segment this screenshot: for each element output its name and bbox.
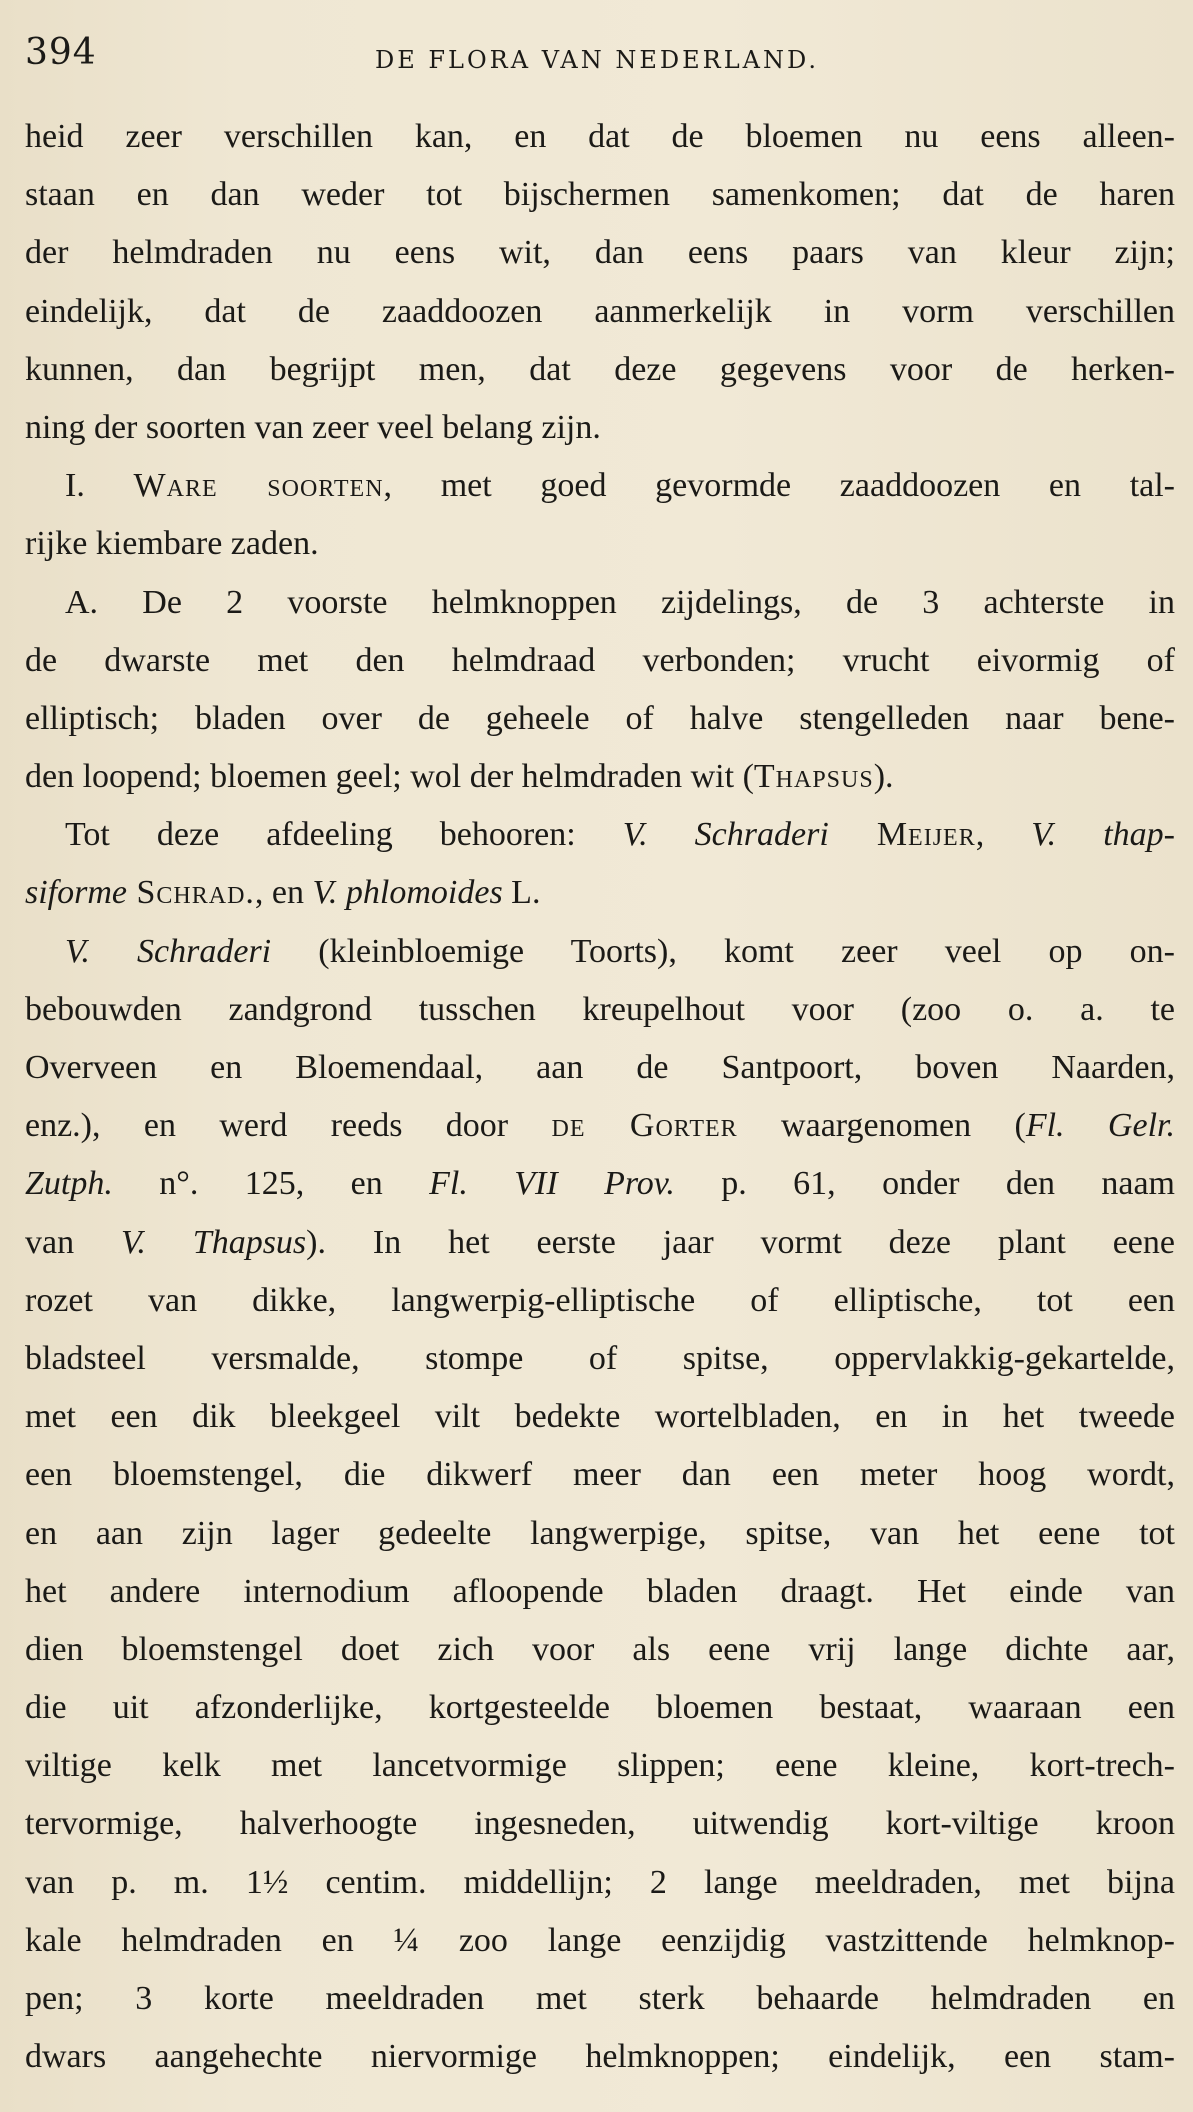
text-line: de dwarste met den helmdraad verbonden; vrucht eivormig of xyxy=(25,641,1175,679)
text-run: L. xyxy=(502,874,541,912)
small-caps-run: de Gorter xyxy=(551,1107,738,1145)
small-caps-run: Meijer xyxy=(828,816,976,854)
text-line: ning der soorten van zeer veel belang zijn. xyxy=(25,408,601,446)
text-run: p. 61, onder den naam xyxy=(674,1165,1175,1203)
italic-run: siforme xyxy=(25,874,127,912)
italic-run: V. thap- xyxy=(1031,816,1175,854)
italic-run: V. Schraderi xyxy=(622,816,829,854)
text-line xyxy=(25,923,1175,981)
text-run: , en xyxy=(254,874,313,912)
text-line: eindelijk, dat de zaaddoozen aanmerkelijk in vorm verschillen xyxy=(25,292,1175,330)
text-run: I. xyxy=(65,467,134,505)
italic-run: V. Schraderi xyxy=(65,932,272,970)
text-line: der helmdraden nu eens wit, dan eens paars van kleur zijn; xyxy=(25,234,1175,272)
text-line: rozet van dikke, langwerpig-elliptische of elliptische, tot een xyxy=(25,1281,1175,1319)
text-run: den loopend; bloemen geel; wol der helmdraden wit ( xyxy=(25,758,754,796)
text-line: heid zeer verschillen kan, en dat de bloemen nu eens alleen- xyxy=(25,118,1175,155)
text-run: enz.), en werd reeds door xyxy=(25,1107,552,1145)
text-line: het andere internodium afloopende bladen draagt. Het einde van xyxy=(25,1572,1175,1610)
italic-run: V. phlomoides xyxy=(312,874,503,912)
text-line: pen; 3 korte meeldraden met sterk behaarde helmdraden en xyxy=(25,1980,1175,2017)
text-run: ). xyxy=(873,758,894,796)
text-line xyxy=(25,457,1175,515)
running-title: DE FLORA VAN NEDERLAND. xyxy=(375,46,819,74)
text-run: waargenomen ( xyxy=(737,1107,1026,1145)
text-line: kunnen, dan begrijpt men, dat deze gegevens voor de herken- xyxy=(25,350,1175,388)
small-caps-run: Thapsus xyxy=(753,758,874,796)
text-line: met een dik bleekgeel vilt bedekte wortelbladen, en in het tweede xyxy=(25,1398,1175,1436)
text-line xyxy=(25,1155,1175,1213)
text-line: Overveen en Bloemendaal, aan de Santpoort, boven Naarden, xyxy=(25,1049,1175,1086)
text-line: elliptisch; bladen over de geheele of halve stengelleden naar bene- xyxy=(25,699,1175,737)
text-line: bladsteel versmalde, stompe of spitse, oppervlakkig-gekartelde, xyxy=(25,1339,1175,1377)
text-line: A. De 2 voorste helmknoppen zijdelings, de 3 achterste in xyxy=(65,583,1175,621)
page-header xyxy=(25,22,1175,82)
text-run: n°. 125, en xyxy=(112,1165,430,1203)
text-line: staan en dan weder tot bijschermen samenkomen; dat de haren xyxy=(25,176,1175,214)
text-run: , met goed gevormde zaaddoozen en tal- xyxy=(383,467,1176,505)
text-line: en aan zijn lager gedeelte langwerpige, spitse, van het eene tot xyxy=(25,1514,1175,1552)
text-line: dwars aangehechte niervormige helmknoppen; eindelijk, een stam- xyxy=(25,2038,1175,2076)
text-line: die uit afzonderlijke, kortgesteelde bloemen bestaat, waaraan een xyxy=(25,1689,1175,1727)
body-text xyxy=(25,108,1175,2086)
italic-run: V. Thapsus xyxy=(121,1223,307,1261)
text-line xyxy=(25,864,1175,922)
small-caps-run: Schrad. xyxy=(127,874,255,912)
text-line: bebouwden zandgrond tusschen kreupelhout voor (zoo o. a. te xyxy=(25,990,1175,1028)
text-line: dien bloemstengel doet zich voor als eene vrij lange dichte aar, xyxy=(25,1630,1175,1668)
text-line: rijke kiembare zaden. xyxy=(25,525,319,563)
text-run: (kleinbloemige Toorts), komt zeer veel op on- xyxy=(271,932,1175,970)
italic-run: Fl. Gelr. xyxy=(1025,1107,1175,1145)
text-line: van p. m. 1½ centim. middellijn; 2 lange meeldraden, met bijna xyxy=(25,1863,1175,1901)
text-run: ). In het eerste jaar vormt deze plant eene xyxy=(306,1223,1175,1261)
text-line: kale helmdraden en ¼ zoo lange eenzijdig vastzittende helmknop- xyxy=(25,1921,1175,1959)
text-run: , xyxy=(975,816,1032,854)
italic-run: Fl. VII Prov. xyxy=(429,1165,675,1203)
small-caps-run: Ware soorten xyxy=(133,467,384,505)
text-line xyxy=(25,1214,1175,1272)
text-run: van xyxy=(25,1223,121,1261)
italic-run: Zutph. xyxy=(25,1165,113,1203)
text-line: een bloemstengel, die dikwerf meer dan een meter hoog wordt, xyxy=(25,1456,1175,1494)
text-line: tervormige, halverhoogte ingesneden, uitwendig kort-viltige kroon xyxy=(25,1805,1175,1843)
text-line xyxy=(25,806,1175,864)
page-number: 394 xyxy=(25,32,97,73)
text-line xyxy=(25,1097,1175,1155)
text-line xyxy=(25,748,1175,806)
text-line: viltige kelk met lancetvormige slippen; eene kleine, kort-trech- xyxy=(25,1747,1175,1785)
text-run: Tot deze afdeeling behooren: xyxy=(65,816,623,854)
